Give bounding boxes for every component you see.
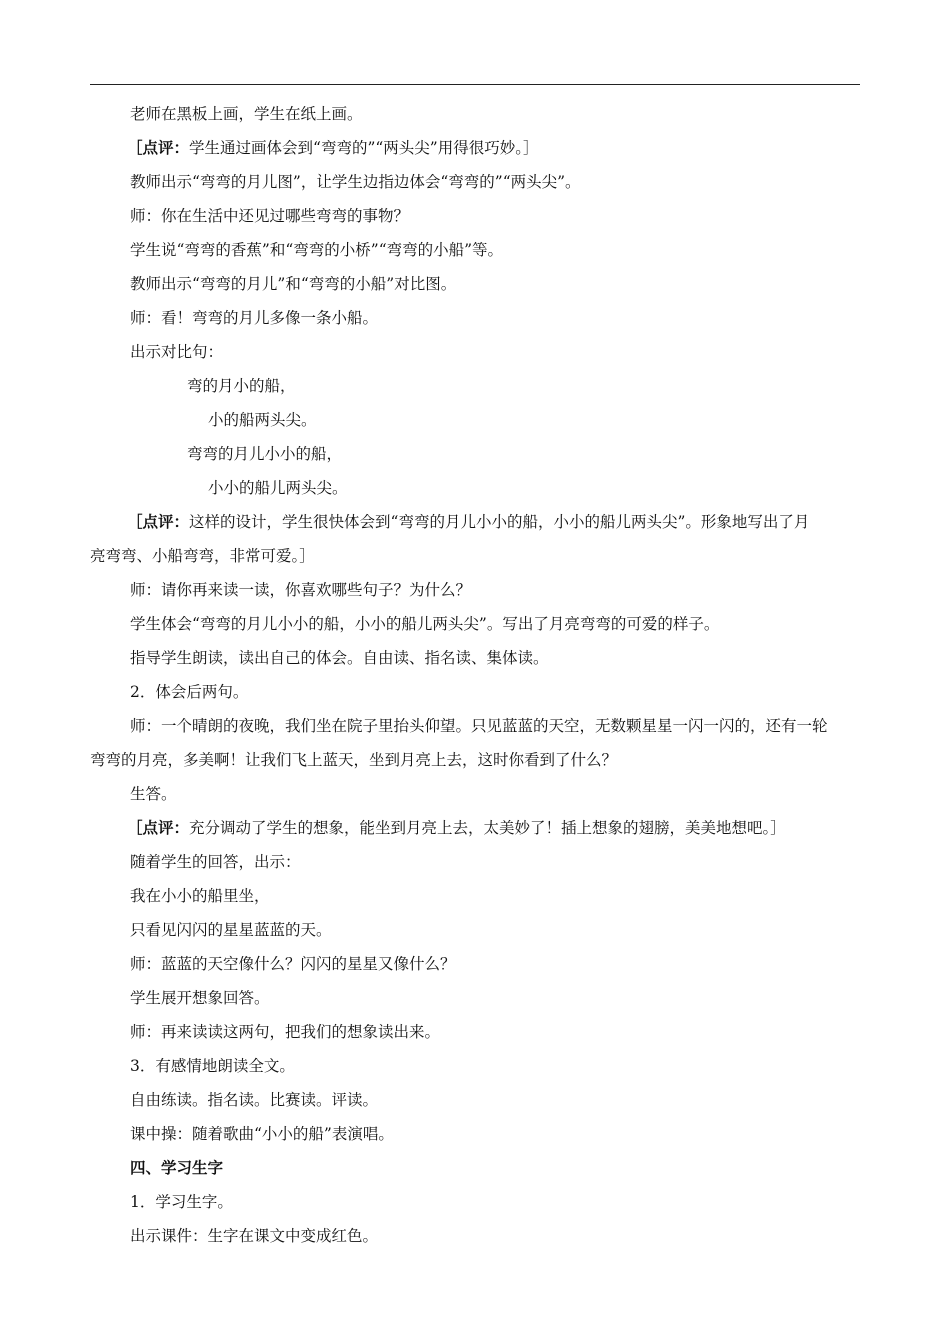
document-body — [90, 97, 860, 1253]
paragraph: 师：再来读读这两句，把我们的想象读出来。 — [130, 1023, 441, 1041]
comment-label: ［点评： — [127, 139, 190, 157]
comment-label: ［点评： — [127, 819, 190, 837]
paragraph: 师：看！弯弯的月儿多像一条小船。 — [130, 309, 379, 327]
paragraph: 教师出示“弯弯的月儿”和“弯弯的小船”对比图。 — [130, 275, 457, 293]
paragraph: 出示对比句： — [130, 343, 224, 361]
poem-line: 只看见闪闪的星星蓝蓝的天。 — [130, 921, 332, 939]
paragraph: 自由练读。指名读。比赛读。评读。 — [130, 1091, 379, 1109]
section-heading: 四、学习生字 — [130, 1159, 224, 1177]
poem-line: 弯弯的月儿小小的船， — [187, 445, 343, 463]
paragraph: 师：一个晴朗的夜晚，我们坐在院子里抬头仰望。只见蓝蓝的天空，无数颗星星一闪一闪的，还有一轮 — [130, 717, 828, 735]
paragraph: 学生展开想象回答。 — [130, 989, 270, 1007]
comment-paragraph: ［点评：学生通过画体会到“弯弯的”“两头尖”用得很巧妙。］ — [127, 139, 539, 157]
paragraph: 生答。 — [130, 785, 177, 803]
list-item: 2．体会后两句。 — [130, 683, 249, 701]
paragraph: 出示课件：生字在课文中变成红色。 — [130, 1227, 379, 1245]
header-rule — [90, 84, 860, 85]
poem-line: 我在小小的船里坐， — [130, 887, 270, 905]
comment-paragraph: ［点评：这样的设计，学生很快体会到“弯弯的月儿小小的船，小小的船儿两头尖”。形象地写出了月 — [127, 513, 810, 531]
comment-paragraph: ［点评：充分调动了学生的想象，能坐到月亮上去，太美妙了！插上想象的翅膀，美美地想吧。］ — [127, 819, 786, 837]
paragraph: 指导学生朗读，读出自己的体会。自由读、指名读、集体读。 — [130, 649, 549, 667]
paragraph-continuation: 亮弯弯、小船弯弯，非常可爱。］ — [90, 547, 315, 565]
paragraph: 学生说“弯弯的香蕉”和“弯弯的小桥”“弯弯的小船”等。 — [130, 241, 504, 259]
paragraph: 学生体会“弯弯的月儿小小的船，小小的船儿两头尖”。写出了月亮弯弯的可爱的样子。 — [130, 615, 720, 633]
paragraph: 师：蓝蓝的天空像什么？闪闪的星星又像什么？ — [130, 955, 456, 973]
paragraph-continuation: 弯弯的月亮，多美啊！让我们飞上蓝天，坐到月亮上去，这时你看到了什么？ — [90, 751, 618, 769]
poem-line: 弯的月小的船， — [187, 377, 296, 395]
paragraph: 教师出示“弯弯的月儿图”，让学生边指边体会“弯弯的”“两头尖”。 — [130, 173, 581, 191]
paragraph: 师：请你再来读一读，你喜欢哪些句子？为什么？ — [130, 581, 472, 599]
list-item: 1．学习生字。 — [130, 1193, 233, 1211]
paragraph: 师：你在生活中还见过哪些弯弯的事物？ — [130, 207, 410, 225]
paragraph: 老师在黑板上画，学生在纸上画。 — [130, 105, 363, 123]
poem-line: 小小的船儿两头尖。 — [208, 479, 348, 497]
comment-label: ［点评： — [127, 513, 190, 531]
paragraph: 课中操：随着歌曲“小小的船”表演唱。 — [130, 1125, 394, 1143]
poem-line: 小的船两头尖。 — [208, 411, 317, 429]
list-item: 3．有感情地朗读全文。 — [130, 1057, 295, 1075]
paragraph: 随着学生的回答，出示： — [130, 853, 301, 871]
